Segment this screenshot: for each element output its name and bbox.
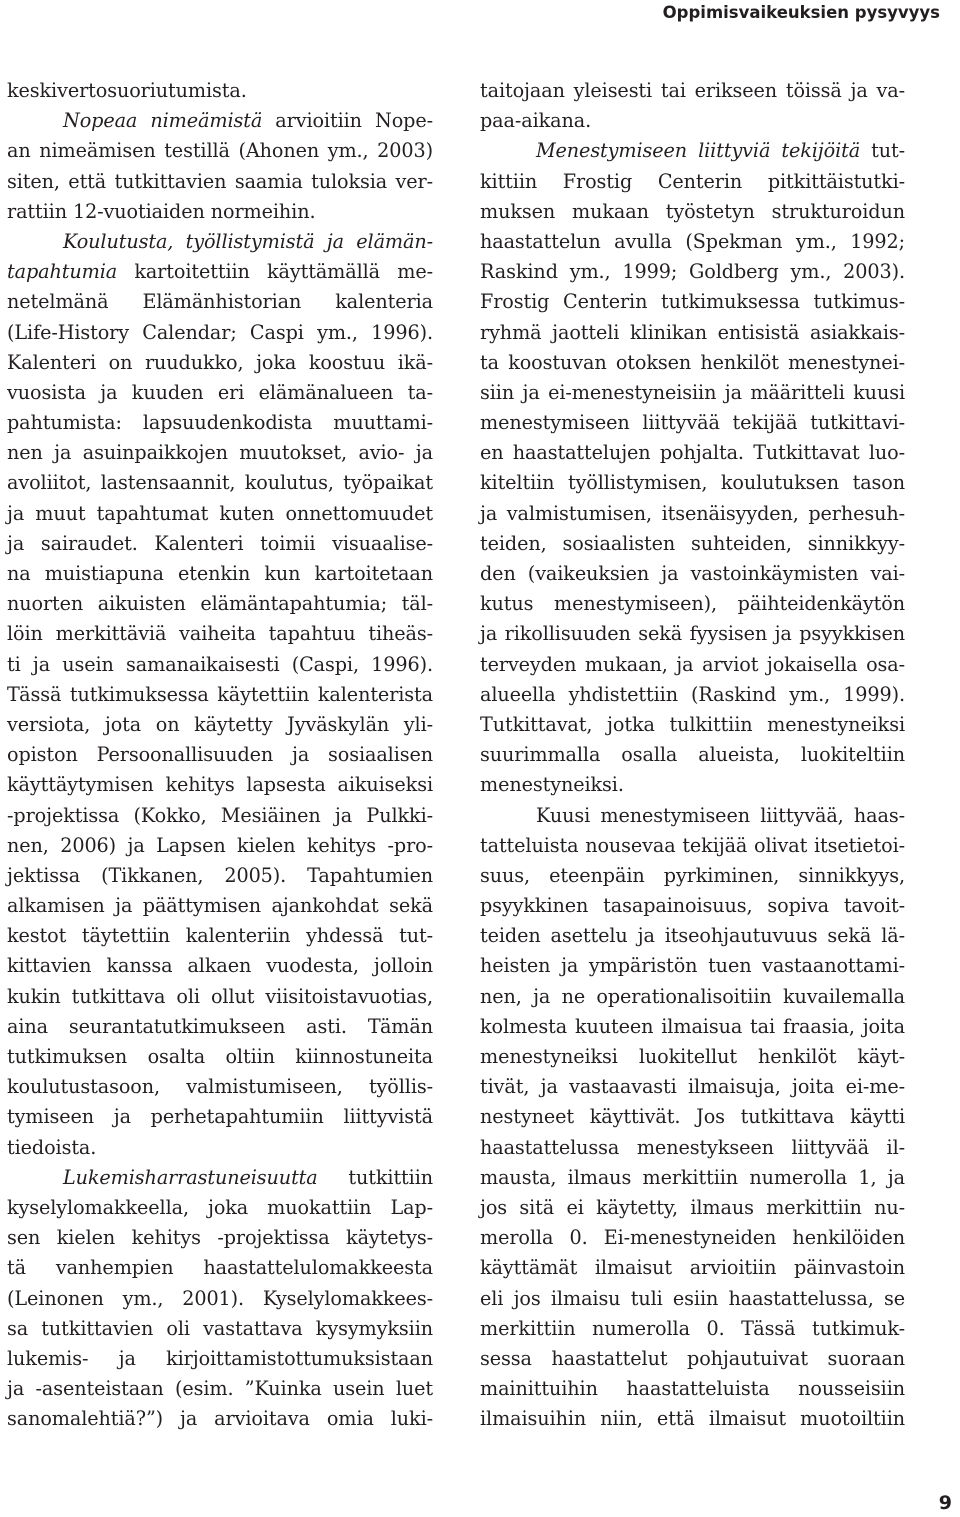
text-segment: suus, eteenpäin pyrkiminen, sinnikkyys,: [480, 863, 905, 887]
text-segment: nen, ja ne operationalisoitiin kuvailemalla: [480, 984, 905, 1008]
text-segment: menestyneiksi luokitellut henkilöt käyt-: [480, 1045, 905, 1068]
text-line: [7, 167, 433, 197]
text-line: [480, 982, 905, 1012]
text-line: [7, 951, 433, 981]
text-segment: kartoitettiin käyttämällä me-: [117, 260, 433, 284]
text-segment: eli jos ilmaisu tuli esiin haastattelussa, se: [480, 1286, 905, 1310]
text-line: [480, 1374, 905, 1404]
text-line: [7, 136, 433, 166]
text-segment: nuorten aikuisten elämäntapahtumia; täl-: [7, 592, 433, 616]
text-line: [480, 680, 905, 710]
text-segment: vuosista ja kuuden eri elämänalueen ta-: [7, 380, 433, 404]
text-segment: merolla 0. Ei-menestyneiden henkilöiden: [480, 1226, 905, 1250]
text-line: [480, 1253, 905, 1283]
text-line: [7, 408, 433, 438]
text-line: [7, 650, 433, 680]
text-line: [480, 619, 905, 649]
text-line: [7, 861, 433, 891]
text-line: [7, 982, 433, 1012]
text-line: [480, 197, 905, 227]
text-line: [480, 529, 905, 559]
text-line: [7, 921, 433, 951]
text-line: [480, 650, 905, 680]
text-segment: -projektissa (Kokko, Mesiäinen ja Pulkki-: [7, 803, 433, 827]
text-segment: kutus menestymiseen), päihteidenkäytön: [480, 592, 905, 616]
right-text-column: [480, 76, 905, 1434]
text-line: [480, 76, 905, 106]
text-segment: mausta, ilmaus merkittiin numerolla 1, ja: [480, 1165, 905, 1189]
text-segment: siten, että tutkittavien saamia tuloksia ver-: [7, 169, 433, 193]
text-line: [480, 1072, 905, 1102]
running-header-title: Oppimisvaikeuksien pysyvyys: [662, 3, 940, 22]
text-line: [7, 76, 433, 106]
text-line: [480, 408, 905, 438]
text-segment: siin ja ei-menestyneisiin ja määritteli kuusi: [480, 380, 905, 404]
text-line: [7, 1102, 433, 1132]
text-segment: muksen mukaan työstetyn strukturoidun: [480, 199, 905, 223]
text-segment: den (vaikeuksien ja vastoinkäymisten vai-: [480, 562, 905, 585]
text-line: [7, 770, 433, 800]
text-line: [480, 801, 905, 831]
text-segment: alkamisen ja päättymisen ajankohdat sekä: [7, 894, 433, 918]
text-segment: käyttäytymisen kehitys lapsesta aikuiseksi: [7, 773, 433, 797]
text-line: [7, 619, 433, 649]
text-segment: nestyneet käyttivät. Jos tutkittava käytti: [480, 1105, 905, 1129]
text-line: [480, 770, 905, 800]
text-line: [7, 710, 433, 740]
text-segment: mainittuihin haastatteluista nousseisiin: [480, 1377, 905, 1401]
page-number: 9: [938, 1492, 952, 1514]
text-segment: ti ja usein samanaikaisesti (Caspi, 1996).: [7, 652, 433, 676]
text-segment: na muistiapuna etenkin kun kartoitetaan: [7, 562, 433, 585]
text-line: [480, 710, 905, 740]
text-segment: en haastattelujen pohjalta. Tutkittavat luo-: [480, 441, 905, 465]
text-segment: arvioitiin Nope-: [262, 109, 433, 133]
text-line: [480, 1012, 905, 1042]
text-segment: kukin tutkittava oli ollut viisitoistavuotias,: [7, 984, 433, 1008]
text-segment: sen kielen kehitys -projektissa käytetys-: [7, 1226, 433, 1250]
text-line: [480, 227, 905, 257]
text-segment: psyykkinen tasapainoisuus, sopiva tavoit-: [480, 894, 905, 918]
text-segment: Kuusi menestymiseen liittyvää, haas-: [536, 803, 905, 827]
text-segment: jos sitä ei käytetty, ilmaus merkittiin nu-: [480, 1195, 905, 1219]
text-line: [7, 589, 433, 619]
text-segment: kestot täytettiin kalenteriin yhdessä tut-: [7, 924, 433, 948]
text-segment: sanomalehtiä?”) ja arvioitava omia luki-: [7, 1407, 433, 1431]
text-segment: ja rikollisuuden sekä fyysisen ja psyykkisen: [480, 622, 905, 646]
text-segment: koulutustasoon, valmistumiseen, työllis-: [7, 1075, 433, 1099]
text-segment: ja -asenteistaan (esim. ”Kuinka usein luet: [7, 1377, 433, 1401]
text-line: [7, 1223, 433, 1253]
text-segment: jektissa (Tikkanen, 2005). Tapahtumien: [7, 863, 433, 887]
text-segment: nen ja asuinpaikkojen muutokset, avio- ja: [7, 441, 433, 465]
text-segment: an nimeämisen testillä (Ahonen ym., 2003): [7, 139, 433, 163]
text-line: [480, 348, 905, 378]
text-line: [480, 1404, 905, 1434]
text-segment: versiota, jota on käytetty Jyväskylän yli-: [7, 712, 433, 736]
text-line: [7, 1404, 433, 1434]
text-line: [7, 499, 433, 529]
text-line: [480, 951, 905, 981]
text-line: [480, 1314, 905, 1344]
text-segment: menestymiseen liittyvää tekijää tutkittavi-: [480, 411, 905, 435]
text-segment: ja valmistumisen, itsenäisyyden, perhesuh-: [480, 501, 905, 525]
text-line: [480, 136, 905, 166]
text-line: [480, 831, 905, 861]
text-line: [480, 1284, 905, 1314]
text-line: [480, 891, 905, 921]
text-line: [7, 1012, 433, 1042]
text-segment: haastattelun avulla (Spekman ym., 1992;: [480, 229, 905, 253]
text-segment: aina seurantatutkimukseen asti. Tämän: [7, 1014, 433, 1038]
text-segment: ja muut tapahtumat kuten onnettomuudet: [7, 501, 433, 525]
text-line: [7, 378, 433, 408]
text-segment: kyselylomakkeella, joka muokattiin Lap-: [7, 1195, 433, 1219]
text-segment: pahtumista: lapsuudenkodista muuttami-: [7, 411, 433, 435]
text-line: [7, 1314, 433, 1344]
italic-term: Lukemisharrastuneisuutta: [63, 1165, 318, 1189]
italic-term: Menestymiseen liittyviä tekijöitä: [536, 139, 861, 163]
text-segment: tivät, ja vastaavasti ilmaisuja, joita ei-me-: [480, 1075, 905, 1099]
text-line: [7, 1072, 433, 1102]
text-line: [7, 1253, 433, 1283]
text-segment: ilmaisuihin niin, että ilmaisut muotoiltiin: [480, 1407, 905, 1431]
text-segment: tutkittiin: [317, 1165, 433, 1189]
text-line: [480, 921, 905, 951]
text-segment: avoliitot, lastensaannit, koulutus, työpaikat: [7, 471, 433, 495]
text-line: [7, 740, 433, 770]
text-segment: netelmänä Elämänhistorian kalenteria: [7, 290, 433, 314]
text-line: [480, 318, 905, 348]
text-segment: tiedoista.: [7, 1135, 97, 1159]
text-segment: nen, 2006) ja Lapsen kielen kehitys -pro-: [7, 833, 433, 857]
text-line: [480, 740, 905, 770]
text-line: [7, 106, 433, 136]
text-segment: paa-aikana.: [480, 109, 592, 133]
text-segment: taitojaan yleisesti tai erikseen töissä ja va-: [480, 79, 905, 102]
text-segment: tä vanhempien haastattelulomakkeesta: [7, 1256, 433, 1280]
text-segment: käyttämät ilmaisut arvioitiin päinvastoin: [480, 1256, 905, 1280]
text-segment: heisten ja ympäristön tuen vastaanottami-: [480, 954, 905, 978]
text-line: [7, 287, 433, 317]
text-segment: kittavien kanssa alkaen vuodesta, jolloin: [7, 954, 433, 978]
text-segment: ta koostuvan otoksen henkilöt menestynei-: [480, 350, 905, 374]
italic-term: Koulutusta, työllistymistä ja elämän-: [63, 229, 433, 253]
text-segment: sa tutkittavien oli vastattava kysymyksiin: [7, 1316, 433, 1340]
text-line: [7, 831, 433, 861]
text-line: [480, 499, 905, 529]
text-segment: tut-: [860, 139, 905, 163]
text-segment: merkittiin numerolla 0. Tässä tutkimuk-: [480, 1316, 905, 1340]
text-line: [480, 1344, 905, 1374]
text-line: [7, 197, 433, 227]
text-line: [480, 257, 905, 287]
text-line: [480, 1133, 905, 1163]
text-line: [480, 589, 905, 619]
text-line: [7, 891, 433, 921]
text-segment: opiston Persoonallisuuden ja sosiaalisen: [7, 743, 433, 767]
text-line: [7, 1193, 433, 1223]
text-line: [480, 1193, 905, 1223]
text-segment: ryhmä jaotteli klinikan entisistä asiakkais-: [480, 320, 905, 344]
text-line: [480, 1102, 905, 1132]
text-segment: haastattelussa menestykseen liittyvää il-: [480, 1135, 905, 1159]
text-segment: menestyneiksi.: [480, 773, 624, 797]
text-line: [480, 861, 905, 891]
text-line: [480, 1163, 905, 1193]
text-line: [7, 680, 433, 710]
text-line: [7, 1042, 433, 1072]
running-header: [0, 0, 960, 40]
text-line: [7, 559, 433, 589]
text-segment: kolmesta kuuteen ilmaisua tai fraasia, joita: [480, 1014, 905, 1038]
text-segment: tymiseen ja perhetapahtumiin liittyvistä: [7, 1105, 433, 1129]
text-line: [480, 106, 905, 136]
text-line: [7, 227, 433, 257]
text-line: [480, 559, 905, 589]
text-segment: tatteluista nousevaa tekijää olivat itsetietoi-: [480, 833, 905, 857]
italic-term: tapahtumia: [7, 260, 118, 284]
text-segment: ja sairaudet. Kalenteri toimii visuaalise-: [7, 531, 433, 555]
text-segment: Kalenteri on ruudukko, joka koostuu ikä-: [7, 350, 433, 374]
text-segment: Raskind ym., 1999; Goldberg ym., 2003).: [480, 260, 905, 284]
text-line: [7, 438, 433, 468]
text-line: [7, 318, 433, 348]
text-line: [7, 468, 433, 498]
text-segment: rattiin 12-vuotiaiden normeihin.: [7, 199, 316, 223]
text-line: [7, 801, 433, 831]
text-segment: Frostig Centerin tutkimuksessa tutkimus-: [480, 290, 905, 314]
text-line: [7, 1133, 433, 1163]
text-segment: kittiin Frostig Centerin pitkittäistutki-: [480, 169, 905, 193]
text-line: [480, 468, 905, 498]
text-line: [7, 1374, 433, 1404]
text-line: [480, 167, 905, 197]
text-line: [7, 1284, 433, 1314]
text-segment: lukemis- ja kirjoittamistottumuksistaan: [7, 1346, 433, 1370]
text-line: [480, 378, 905, 408]
text-segment: teiden, sosiaalisten suhteiden, sinnikkyy-: [480, 531, 905, 555]
text-segment: terveyden mukaan, ja arviot jokaisella osa-: [480, 652, 905, 676]
text-segment: sessa haastattelut pohjautuivat suoraan: [480, 1346, 905, 1370]
text-segment: Tässä tutkimuksessa käytettiin kalenterista: [7, 682, 433, 706]
text-line: [7, 348, 433, 378]
text-line: [7, 529, 433, 559]
text-line: [480, 1223, 905, 1253]
text-line: [480, 1042, 905, 1072]
text-segment: Tutkittavat, jotka tulkittiin menestyneiksi: [480, 712, 905, 736]
text-line: [480, 438, 905, 468]
left-text-column: [7, 76, 433, 1434]
text-segment: suurimmalla osalla alueista, luokiteltiin: [480, 743, 905, 767]
text-segment: tutkimuksen osalta oltiin kiinnostuneita: [7, 1045, 433, 1068]
text-line: [7, 257, 433, 287]
text-line: [7, 1344, 433, 1374]
text-segment: alueella yhdistettiin (Raskind ym., 1999).: [480, 682, 905, 706]
text-segment: keskivertosuoriutumista.: [7, 79, 247, 102]
italic-term: Nopeaa nimeämistä: [63, 109, 263, 133]
text-line: [480, 287, 905, 317]
text-line: [7, 1163, 433, 1193]
text-segment: (Life-History Calendar; Caspi ym., 1996).: [7, 320, 433, 344]
text-segment: löin merkittäviä vaiheita tapahtuu tiheäs-: [7, 622, 433, 646]
text-segment: (Leinonen ym., 2001). Kyselylomakkees-: [7, 1286, 433, 1310]
text-segment: teiden asettelu ja itseohjautuvuus sekä lä-: [480, 924, 905, 948]
text-segment: kiteltiin työllistymisen, koulutuksen tason: [480, 471, 905, 495]
